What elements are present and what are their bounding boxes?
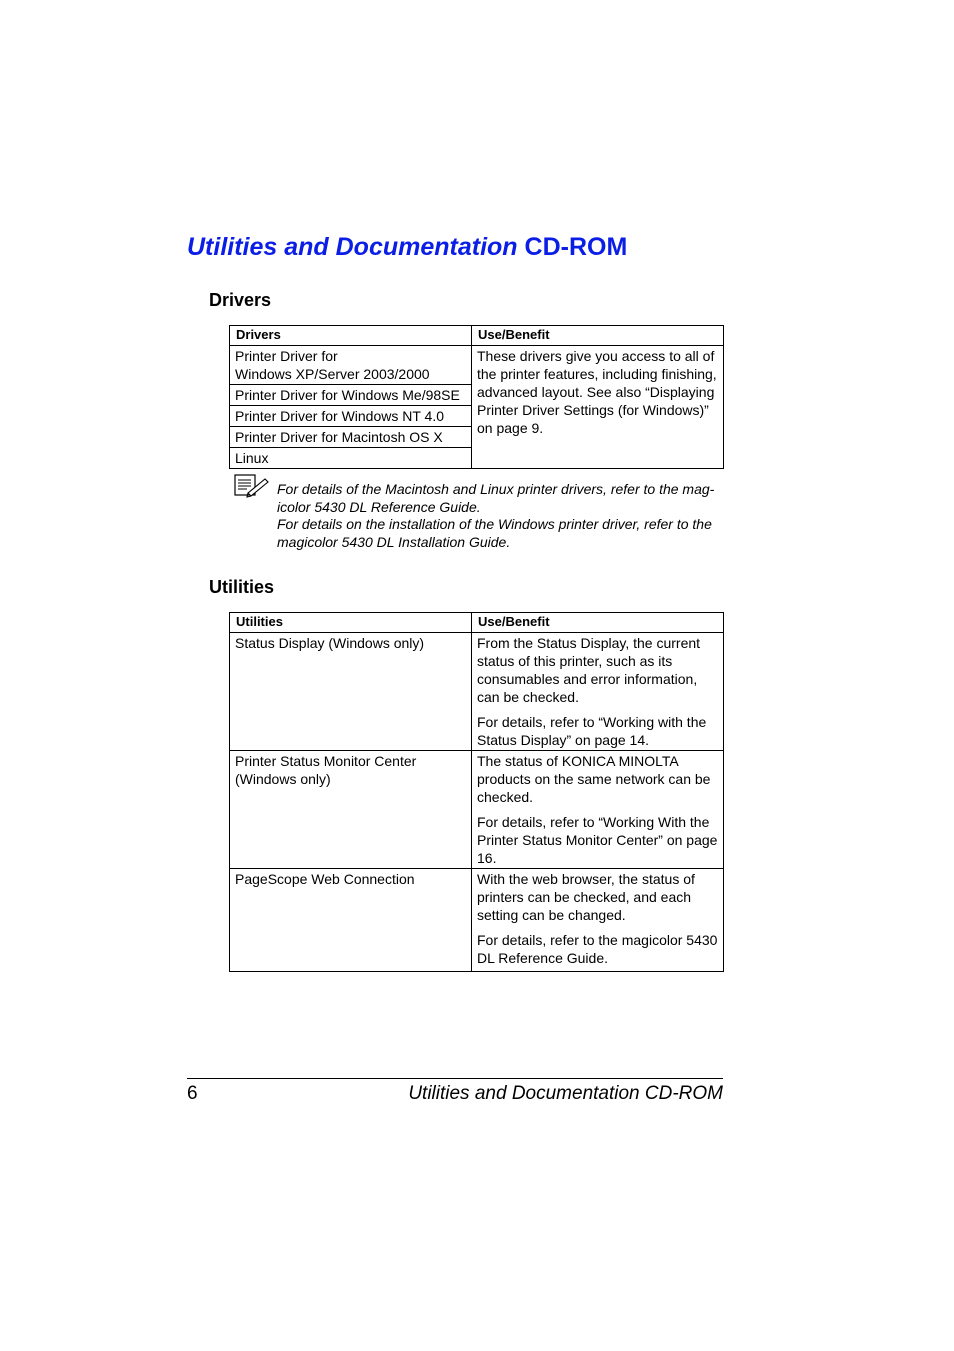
driver-name: Printer Driver for Windows XP/Server 2003/2000 bbox=[230, 346, 472, 385]
benefit-col-header: Use/Benefit bbox=[472, 326, 724, 346]
utilities-col-header: Utilities bbox=[230, 613, 472, 633]
table-row bbox=[230, 869, 724, 972]
benefit-paragraph: For details, refer to “Working with the Status Display” on page 14. bbox=[477, 714, 707, 748]
utilities-heading: Utilities bbox=[209, 577, 275, 597]
drivers-col-header: Drivers bbox=[230, 326, 472, 346]
benefit-col-header: Use/Benefit bbox=[472, 613, 724, 633]
benefit-paragraph: For details, refer to “Working With the Printer Status Monitor Center” on page 16. bbox=[477, 814, 718, 866]
page-title-regular: CD-ROM bbox=[524, 233, 628, 261]
benefit-paragraph: The status of KONICA MINOLTA products on the same network can be checked. bbox=[477, 753, 711, 805]
page-title-italic: Utilities and Documentation bbox=[187, 233, 518, 261]
benefit-paragraph: With the web browser, the status of printers can be checked, and each setting can be changed. bbox=[477, 871, 695, 923]
utility-benefit bbox=[472, 751, 724, 869]
note-text bbox=[277, 481, 727, 551]
page-title bbox=[187, 233, 627, 262]
benefit-paragraph: From the Status Display, the current status of this printer, such as its consumables and error information, can be checked. bbox=[477, 635, 701, 705]
drivers-heading: Drivers bbox=[209, 290, 272, 310]
table-row bbox=[230, 633, 724, 751]
utilities-header-row bbox=[230, 613, 724, 633]
driver-name: Linux bbox=[230, 448, 472, 469]
note-line: For details of the Macintosh and Linux printer drivers, refer to the mag-icolor 5430 DL Reference Guide. bbox=[277, 481, 715, 515]
driver-name: Printer Driver for Windows NT 4.0 bbox=[230, 406, 472, 427]
note-line: For details on the installation of the Windows printer driver, refer to the magicolor 5430 DL Installation Guide. bbox=[277, 516, 712, 550]
drivers-benefit: These drivers give you access to all of the printer features, including finishing, advanced layout. See also “Displaying Printer Driver Settings (for Windows)” on page 9. bbox=[472, 346, 724, 469]
drivers-table bbox=[229, 325, 724, 469]
utility-name: Status Display (Windows only) bbox=[230, 633, 472, 751]
footer-page-number: 6 bbox=[187, 1083, 198, 1104]
drivers-header-row bbox=[230, 326, 724, 346]
footer-divider bbox=[187, 1078, 723, 1079]
footer-title: Utilities and Documentation CD-ROM bbox=[408, 1083, 723, 1104]
utility-benefit bbox=[472, 633, 724, 751]
utility-name: Printer Status Monitor Center (Windows only) bbox=[230, 751, 472, 869]
utilities-table bbox=[229, 612, 724, 972]
table-row bbox=[230, 346, 724, 385]
driver-name: Printer Driver for Macintosh OS X bbox=[230, 427, 472, 448]
table-row bbox=[230, 751, 724, 869]
utility-benefit bbox=[472, 869, 724, 972]
driver-name: Printer Driver for Windows Me/98SE bbox=[230, 385, 472, 406]
note-pencil-icon bbox=[234, 474, 270, 498]
utility-name: PageScope Web Connection bbox=[230, 869, 472, 972]
benefit-paragraph: For details, refer to the magicolor 5430 DL Reference Guide. bbox=[477, 932, 718, 966]
